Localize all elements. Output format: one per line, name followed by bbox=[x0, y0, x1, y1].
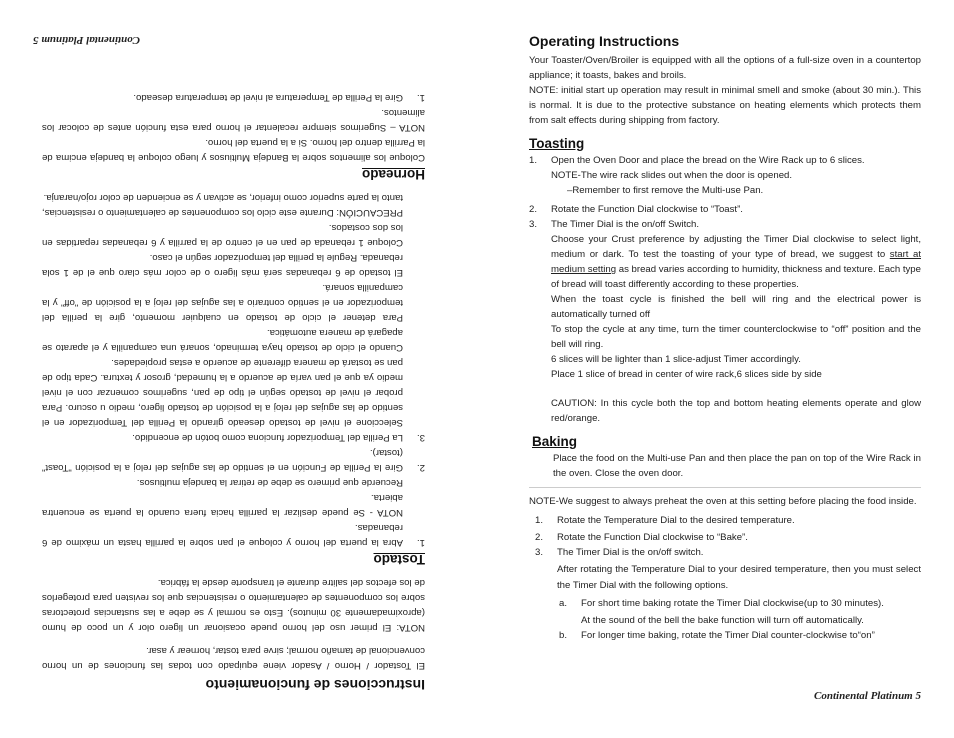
toasting-heading: Toasting bbox=[529, 136, 585, 151]
toast-step-3-crust: Choose your Crust preference by adjusting the Timer Dial clockwise to select light, medium or dark. To test the toasting of your type of bread, we suggest to start at medium setting as bread varies according to humidity, thickness and texture. Each type of bread will toast differently according to these properties. bbox=[551, 234, 921, 290]
left-toast-item: Cuando el ciclo de tostado haya terminado, sonará una campanilla y el aparato se apagará de manera automática. bbox=[42, 327, 403, 353]
bake-option-b: b. For longer time baking, rotate the Timer Dial counter-clockwise to“on” bbox=[559, 630, 875, 641]
bake-note: NOTE-We suggest to always preheat the oven at this setting before placing the food inside. bbox=[529, 496, 917, 507]
left-toast-item: 1. Abra la puerta del horno y coloque el pan sobre la parrilla hasta un máximo de 6 rebanadas. bbox=[42, 522, 425, 548]
left-toast-item: NOTA - Se puede deslizar la parrilla hacia fuera cuando la puerta se encuentra abierta. bbox=[42, 492, 403, 518]
bake-step-3-options: After rotating the Temperature Dial to your desired temperature, then you must select the Timer Dial with the following options. bbox=[557, 564, 921, 591]
toast-step-1-note: NOTE-The wire rack slides out when the door is opened. bbox=[551, 170, 793, 181]
bake-step-3: 3. The Timer Dial is the on/off switch. bbox=[535, 547, 704, 558]
right-intro: Your Toaster/Oven/Broiler is equipped with all the options of a full-size oven in a countertop appliance; it toasts, bakes and broils. bbox=[529, 55, 921, 81]
right-title: Operating Instructions bbox=[529, 33, 680, 49]
left-toast-heading: Tostado bbox=[373, 552, 425, 567]
toast-caution: CAUTION: In this cycle both the top and bottom heating elements operate and glow red/orange. bbox=[551, 398, 921, 424]
toast-step-2: 2. Rotate the Function Dial clockwise to “Toast”. bbox=[529, 204, 743, 215]
left-bake-item: 1. Gire la Perilla de Temperatura al nivel de temperatura deseado. bbox=[133, 92, 425, 103]
toast-step-3-place: Place 1 slice of bread in center of wire rack,6 slices side by side bbox=[551, 369, 822, 380]
right-column bbox=[529, 34, 921, 643]
right-footer: Continental Platinum 5 bbox=[814, 690, 921, 702]
left-toast-list bbox=[42, 190, 425, 550]
bake-text: Place the food on the Multi-use Pan and then place the pan on top of the Wire Rack in the oven. Close the oven door. bbox=[553, 453, 921, 479]
right-page-english bbox=[477, 0, 954, 738]
toast-step-1-remember: –Remember to first remove the Multi-use Pan. bbox=[567, 185, 764, 196]
toast-step-3: 3. The Timer Dial is the on/off Switch. bbox=[529, 219, 700, 230]
bake-option-a-cont: At the sound of the bell the bake function will turn off automatically. bbox=[581, 615, 864, 626]
toast-step-3-slices: 6 slices will be lighter than 1 slice-adjust Timer accordingly. bbox=[551, 354, 801, 365]
left-toast-item: Coloque 1 rebanada de pan en el centro de la parrilla y 6 rebanadas repartidas en los dos costados. bbox=[42, 222, 403, 248]
left-toast-item: El tostado de 6 rebanadas será más ligero o de color más claro que el de 1 sola rebanada. Regule la perilla del temporizador según el caso. bbox=[42, 252, 403, 278]
left-bake-note: NOTA – Sugerimos siempre recalentar el horno para esta función antes de colocar los alimentos. bbox=[42, 107, 425, 133]
left-toast-item: 2. Gire la Perilla de Función en el sentido de las agujas del reloj a la posición "Toast" (tostar). bbox=[42, 447, 425, 473]
left-bake-text: Coloque los alimentos sobre la Bandeja Multiusos y luego coloque la bandeja encima de la Parrilla dentro del horno. Si a la puerta del horno. bbox=[42, 137, 425, 163]
left-toast-item: Recuerde que primero se debe de retirar la bandeja multiusos. bbox=[136, 477, 403, 488]
left-intro: El Tostador / Horno / Asador viene equipado con todas las funciones de un horno convencional de tamaño normal; sirve para tostar, hornear y asar. bbox=[42, 645, 425, 671]
bake-step-1: 1. Rotate the Temperature Dial to the desired temperature. bbox=[535, 515, 795, 526]
left-toast-item: Seleccione el nivel de tostado deseado girando la Perilla del Temporizador en el sentido de las agujas del reloj a la posición de tostado ligero, medio u oscuro. Para probar el nivel de tostado según el tipo de pan, sugerimos comenzar con el nivel medio ya que el pan varía de acuerdo a la humedad, grosor y textura. Cada tipo de pan se tostará de manera diferente de acuerdo a estas propiedades. bbox=[42, 357, 403, 428]
toast-step-1: 1. Open the Oven Door and place the bread on the Wire Rack up to 6 slices. bbox=[529, 155, 865, 166]
toast-step-3-finish: When the toast cycle is finished the bell will ring and the electrical power is automatically turned off bbox=[551, 294, 921, 320]
left-footer: Continental Platinum 5 bbox=[33, 34, 140, 46]
left-column bbox=[42, 90, 425, 692]
left-bake-heading: Horneado bbox=[361, 167, 425, 182]
right-note: NOTE: initial start up operation may result in minimal smell and smoke (about 30 min.). This is normal. It is due to the protective substance on heating elements which protects them from salt effects during shipping from factory. bbox=[529, 85, 921, 126]
left-toast-item: 3. La Perilla del Temporizador funciona como botón de encendido. bbox=[132, 432, 425, 443]
left-toast-item: Para detener el ciclo de tostado en cualquier momento, gire la perilla del temporizador en el sentido contrario a las agujas del reloj a la posición de "off" y la campanilla sonará. bbox=[42, 282, 403, 323]
toast-step-3-stop: To stop the cycle at any time, turn the timer counterclockwise to “off” position and the bell will ring. bbox=[551, 324, 921, 350]
bake-option-a: a. For short time baking rotate the Timer Dial clockwise(up to 30 minutes). bbox=[559, 598, 884, 609]
left-title: Instrucciones de funcionamiento bbox=[205, 677, 425, 693]
left-toast-item: PRECAUCIÓN: Durante este ciclo los componentes de calentamiento o resistencias, tanto la parte superior como inferior, se activan y se encienden de color rojo/naranja. bbox=[42, 192, 403, 218]
baking-heading: Baking bbox=[532, 434, 578, 449]
left-note: NOTA: El primer uso del horno puede ocasionar un ligero olor y un poco de humo (aproximadamente 30 minutos). Esto es normal y se debe a las sustancias protectoras sobre los componentes de calentamiento o resistencias que los revisten para protegerlos de los efectos del salitre durante el transporte desde la fábrica. bbox=[42, 577, 425, 633]
bake-step-2: 2. Rotate the Function Dial clockwise to “Bake”. bbox=[535, 532, 748, 543]
